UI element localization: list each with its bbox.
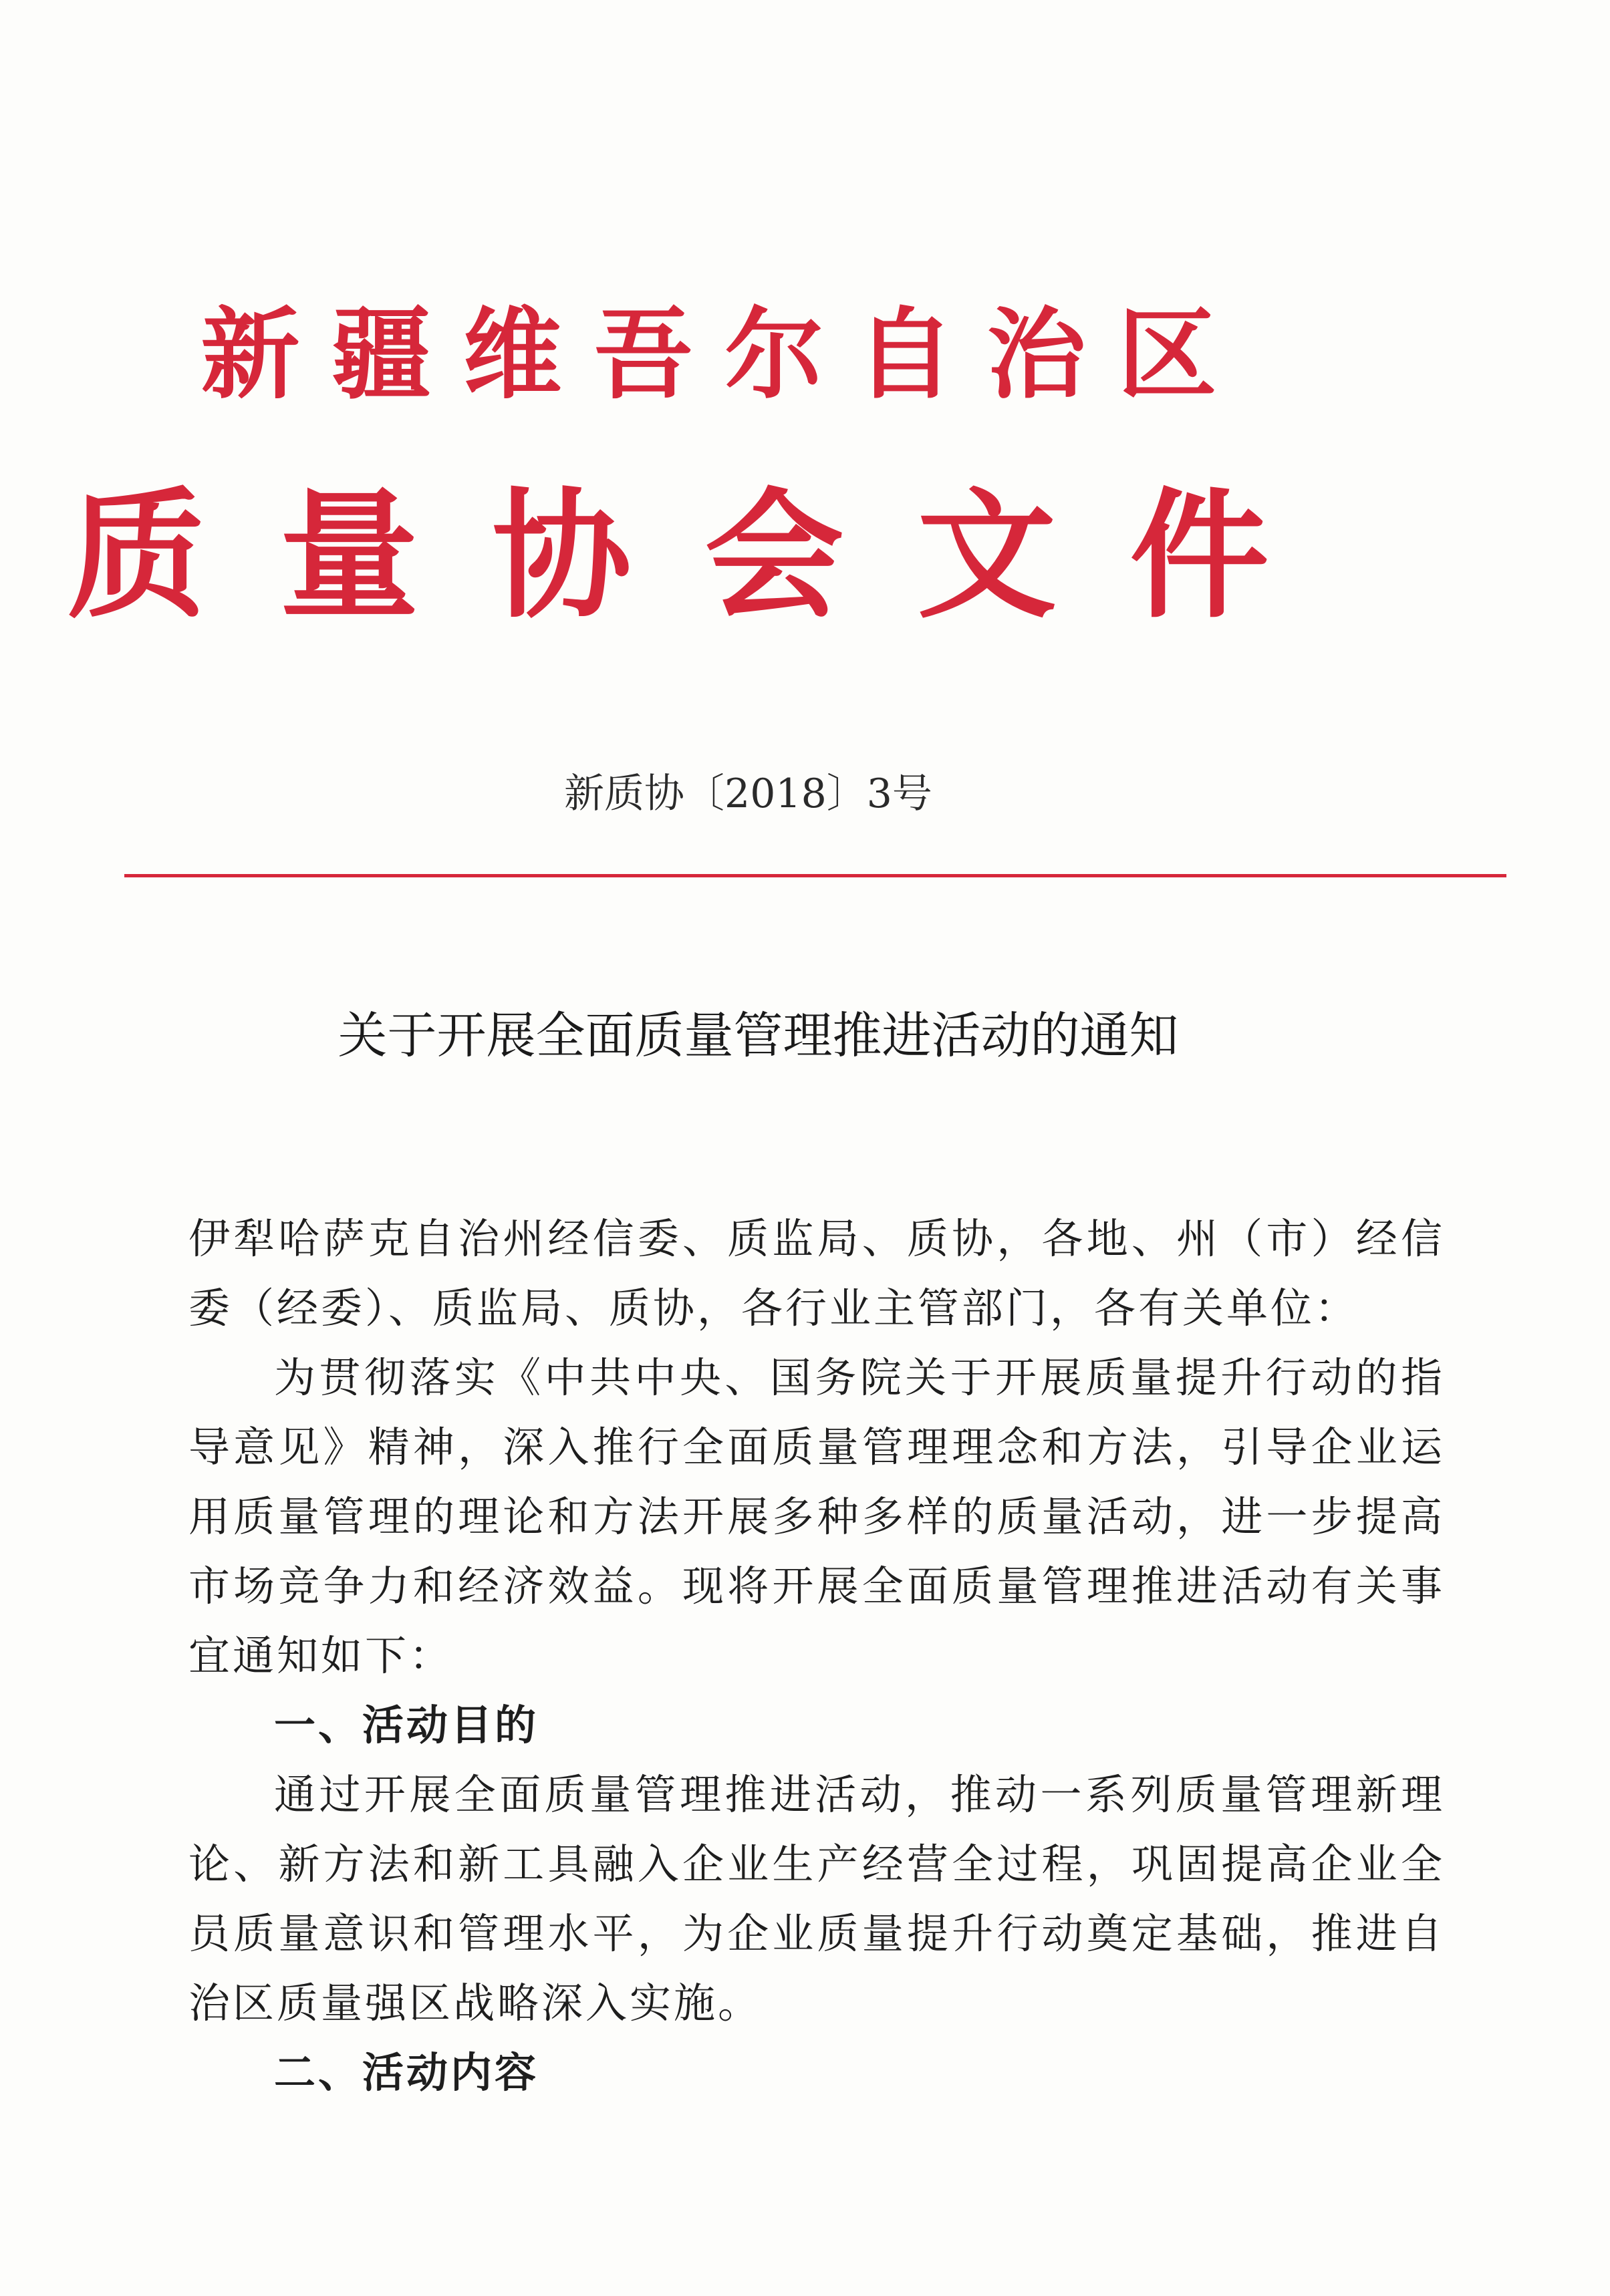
issuing-organization-region: 新疆维吾尔自治区 (200, 296, 1249, 412)
purpose-paragraph-line: 员质量意识和管理水平，为企业质量提升行动奠定基础，推进自 (188, 1909, 1445, 1958)
addressee-line: 伊犁哈萨克自治州经信委、质监局、质协，各地、州（市）经信 (188, 1214, 1445, 1263)
red-divider-line (124, 874, 1506, 877)
intro-paragraph-line: 用质量管理的理论和方法开展多种多样的质量活动，进一步提高 (188, 1492, 1445, 1541)
purpose-paragraph-line: 通过开展全面质量管理推进活动，推动一系列质量管理新理 (274, 1770, 1445, 1819)
issuing-organization-name: 质量协会文件 (67, 474, 1343, 637)
document-body (188, 1204, 1445, 2108)
intro-paragraph-line: 宜通知如下： (188, 1631, 454, 1680)
intro-paragraph-line: 为贯彻落实《中共中央、国务院关于开展质量提升行动的指 (274, 1353, 1445, 1402)
section-heading-content: 二、活动内容 (274, 2048, 539, 2097)
intro-paragraph-line: 导意见》精神，深入推行全面质量管理理念和方法，引导企业运 (188, 1423, 1445, 1471)
addressee-line: 委（经委）、质监局、质协，各行业主管部门，各有关单位： (188, 1284, 1359, 1332)
section-heading-purpose: 一、活动目的 (274, 1701, 539, 1749)
document-title: 关于开展全面质量管理推进活动的通知 (338, 1007, 1179, 1064)
purpose-paragraph-line: 治区质量强区战略深入实施。 (188, 1979, 763, 2027)
intro-paragraph-line: 市场竞争力和经济效益。现将开展全面质量管理推进活动有关事 (188, 1562, 1445, 1610)
purpose-paragraph-line: 论、新方法和新工具融入企业生产经营全过程，巩固提高企业全 (188, 1840, 1445, 1888)
document-number: 新质协〔2018〕3号 (564, 770, 932, 817)
